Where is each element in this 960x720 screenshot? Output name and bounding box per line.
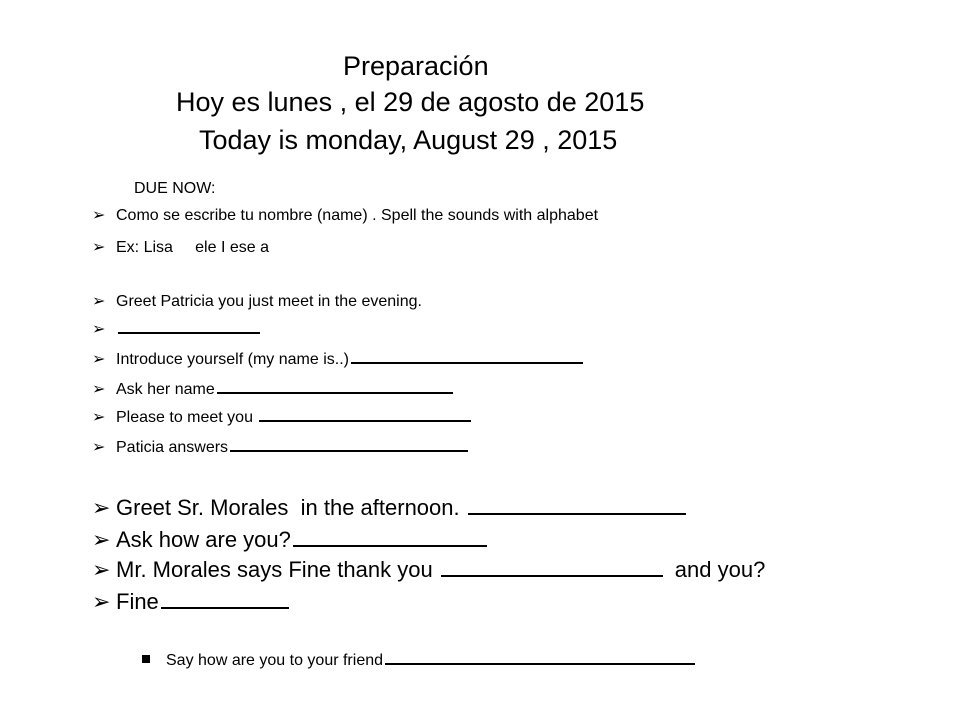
list-item — [142, 650, 695, 672]
item-text: Greet Patricia you just meet in the evening. — [116, 293, 422, 310]
answer-blank[interactable] — [468, 512, 686, 515]
list-item — [92, 526, 487, 555]
answer-blank[interactable] — [385, 662, 695, 665]
item-text: Please to meet you — [116, 409, 258, 426]
answer-blank[interactable] — [441, 574, 663, 577]
item-text: Fine — [116, 589, 159, 614]
answer-blank[interactable] — [259, 419, 471, 422]
item-text: Paticia answers — [116, 439, 229, 456]
arrow-bullet-icon: ➢ — [92, 319, 106, 338]
answer-blank[interactable] — [293, 544, 487, 547]
list-item — [92, 436, 468, 459]
answer-blank[interactable] — [217, 391, 453, 394]
date-english: Today is monday, August 29 , 2015 — [199, 125, 618, 155]
list-item — [92, 348, 583, 371]
item-text: Say how are you to your friend — [166, 652, 384, 669]
arrow-bullet-icon: ➢ — [92, 291, 106, 310]
due-now-label: DUE NOW: — [134, 180, 216, 197]
arrow-bullet-icon: ➢ — [92, 349, 106, 368]
list-item — [92, 236, 269, 259]
arrow-bullet-icon: ➢ — [92, 205, 106, 224]
list-item — [92, 588, 289, 617]
item-text: Ex: Lisa ele I ese a — [116, 239, 269, 256]
square-bullet-icon — [142, 655, 150, 663]
item-text: Mr. Morales says Fine thank you — [116, 557, 439, 582]
arrow-bullet-icon: ➢ — [92, 437, 106, 456]
list-item — [92, 204, 598, 227]
list-item — [92, 556, 765, 585]
arrow-bullet-icon: ➢ — [92, 558, 111, 583]
list-item — [92, 494, 686, 523]
arrow-bullet-icon: ➢ — [92, 237, 106, 256]
date-spanish: Hoy es lunes , el 29 de agosto de 2015 — [176, 87, 645, 117]
page-title: Preparación — [343, 51, 489, 81]
list-item — [92, 318, 260, 340]
arrow-bullet-icon: ➢ — [92, 496, 111, 521]
item-text-suffix: and you? — [674, 557, 766, 582]
list-item — [92, 290, 422, 313]
arrow-bullet-icon: ➢ — [92, 590, 111, 615]
item-text: Ask her name — [116, 381, 215, 398]
answer-blank[interactable] — [161, 606, 289, 609]
item-text: Introduce yourself (my name is..) — [116, 351, 349, 368]
item-text: Como se escribe tu nombre (name) . Spell the sounds with alphabet — [116, 207, 599, 224]
answer-blank[interactable] — [351, 361, 583, 364]
list-item — [92, 378, 453, 401]
arrow-bullet-icon: ➢ — [92, 407, 106, 426]
arrow-bullet-icon: ➢ — [92, 528, 111, 553]
item-text: Greet Sr. Morales in the afternoon. — [116, 495, 466, 520]
answer-blank[interactable] — [118, 331, 260, 334]
item-text: Ask how are you? — [116, 527, 291, 552]
arrow-bullet-icon: ➢ — [92, 379, 106, 398]
list-item — [92, 406, 471, 429]
answer-blank[interactable] — [230, 449, 468, 452]
